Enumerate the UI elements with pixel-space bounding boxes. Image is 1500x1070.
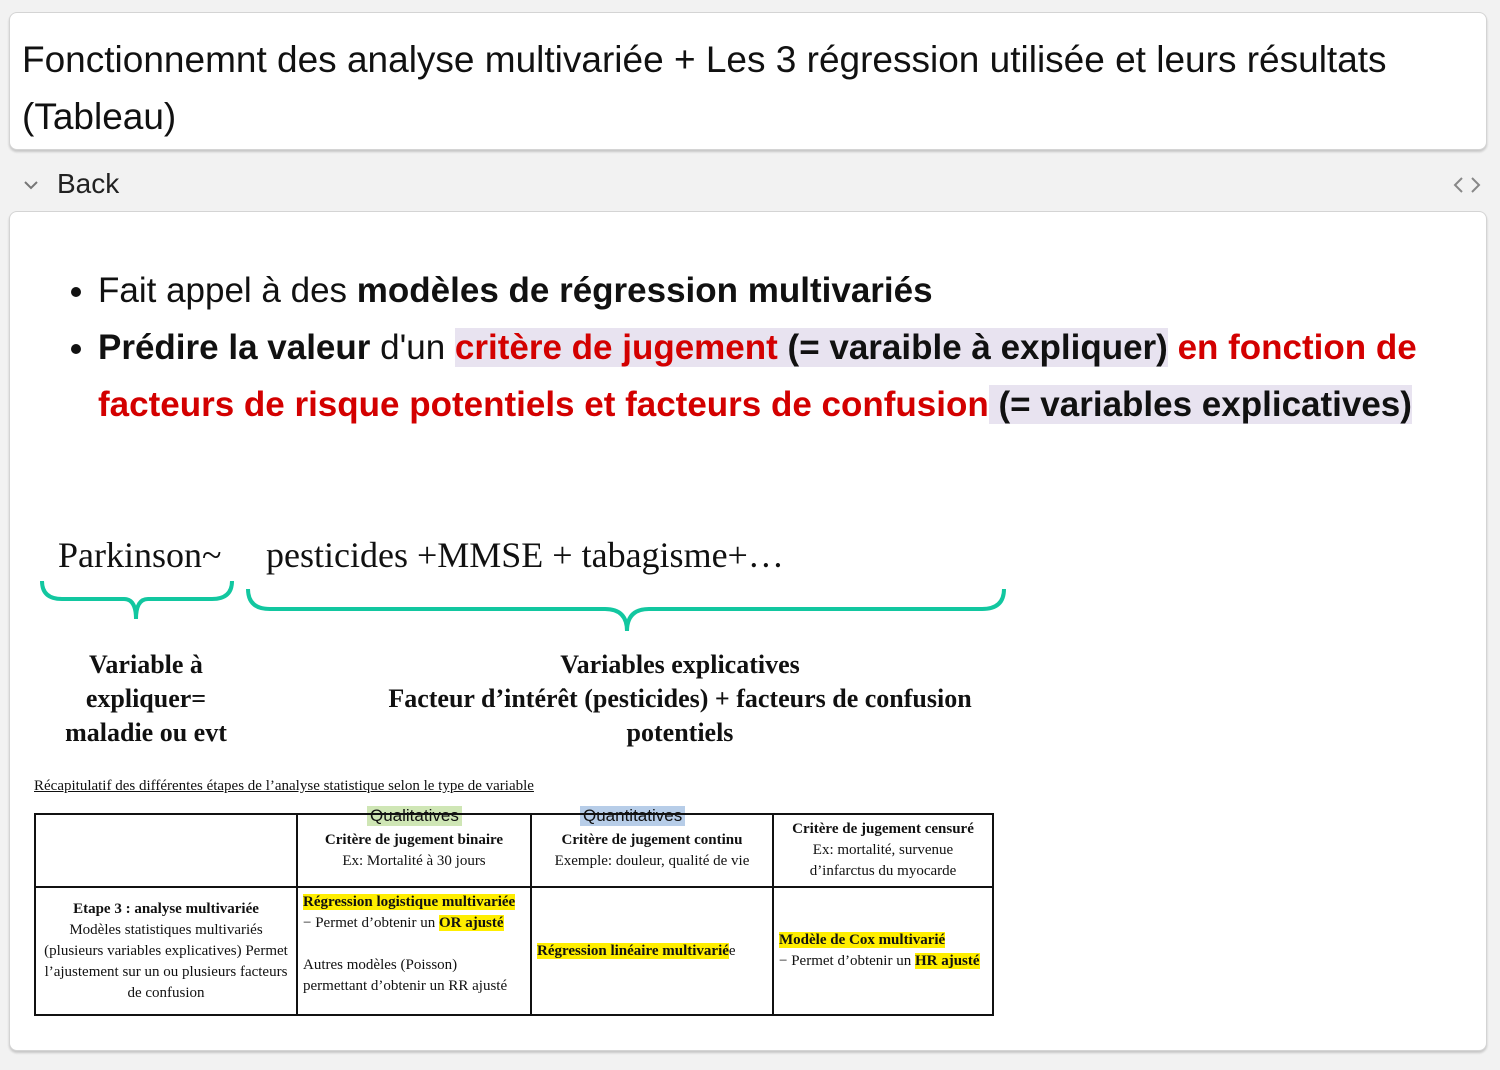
- table-header-row: [35, 814, 993, 887]
- answer-card: [9, 211, 1487, 1051]
- code-view-icon[interactable]: [1452, 174, 1482, 196]
- back-section-header[interactable]: [0, 160, 1500, 210]
- tag-quantitatives: Quantitatives: [580, 806, 685, 826]
- highlighted-bold-text: (= varaible à expliquer): [777, 328, 1168, 367]
- highlighted-red-text: critère de jugement: [454, 328, 778, 367]
- recap-caption: Récapitulatif des différentes étapes de l’analyse statistique selon le type de variable: [34, 778, 534, 794]
- bullet-item: [98, 262, 1500, 319]
- bullet-item: [98, 319, 1500, 433]
- regression-formula-figure: [30, 524, 1030, 754]
- table-cell: [35, 814, 297, 887]
- recap-table: [34, 813, 994, 1016]
- highlighted-bold-text: (= variables explicatives): [988, 385, 1412, 424]
- table-cell: Régression linéaire multivariée: [531, 887, 773, 1015]
- answer-bullet-list: [66, 262, 1500, 433]
- table-header-cell: Critère de jugement continu Exemple: douleur, qualité de vie: [531, 814, 773, 887]
- table-row: [35, 887, 993, 1015]
- table-header-cell: Critère de jugement censuré Ex: mortalité, survenue d’infarctus du myocarde: [773, 814, 993, 887]
- formula-rhs: pesticides +MMSE + tabagisme+…: [266, 535, 784, 575]
- red-text: en fonction de facteurs de risque potentiels et facteurs de confusion: [98, 328, 1417, 424]
- left-label: Variable à expliquer= maladie ou evt: [65, 650, 227, 747]
- bullet-text: Fait appel à des: [98, 271, 357, 310]
- bullet-text: d'un: [370, 328, 455, 367]
- tag-qualitatives: Qualitatives: [367, 806, 462, 826]
- table-header-cell: Critère de jugement binaire Ex: Mortalité à 30 jours: [297, 814, 531, 887]
- bullet-bold-text: modèles de régression multivariés: [356, 271, 933, 310]
- bullet-bold-text: Prédire la valeur: [98, 328, 371, 367]
- table-cell: Régression logistique multivariée − Permet d’obtenir un OR ajusté Autres modèles (Poisson) permettant d’obtenir un RR ajusté: [297, 887, 531, 1015]
- table-cell: Modèle de Cox multivarié − Permet d’obtenir un HR ajusté: [773, 887, 993, 1015]
- table-cell: Etape 3 : analyse multivariée Modèles statistiques multivariés (plusieurs variables explicatives) Permet l’ajustement sur un ou plusieurs facteurs de confusion: [35, 887, 297, 1015]
- chevron-down-icon[interactable]: [22, 176, 40, 194]
- right-label: Variables explicatives Facteur d’intérêt (pesticides) + facteurs de confusion potentiels: [388, 650, 972, 747]
- back-label: Back: [57, 168, 120, 199]
- question-text: Fonctionnemnt des analyse multivariée + Les 3 régression utilisée et leurs résultats (Tableau): [22, 39, 1387, 137]
- formula-lhs: Parkinson~: [58, 535, 222, 575]
- question-card: [9, 12, 1487, 150]
